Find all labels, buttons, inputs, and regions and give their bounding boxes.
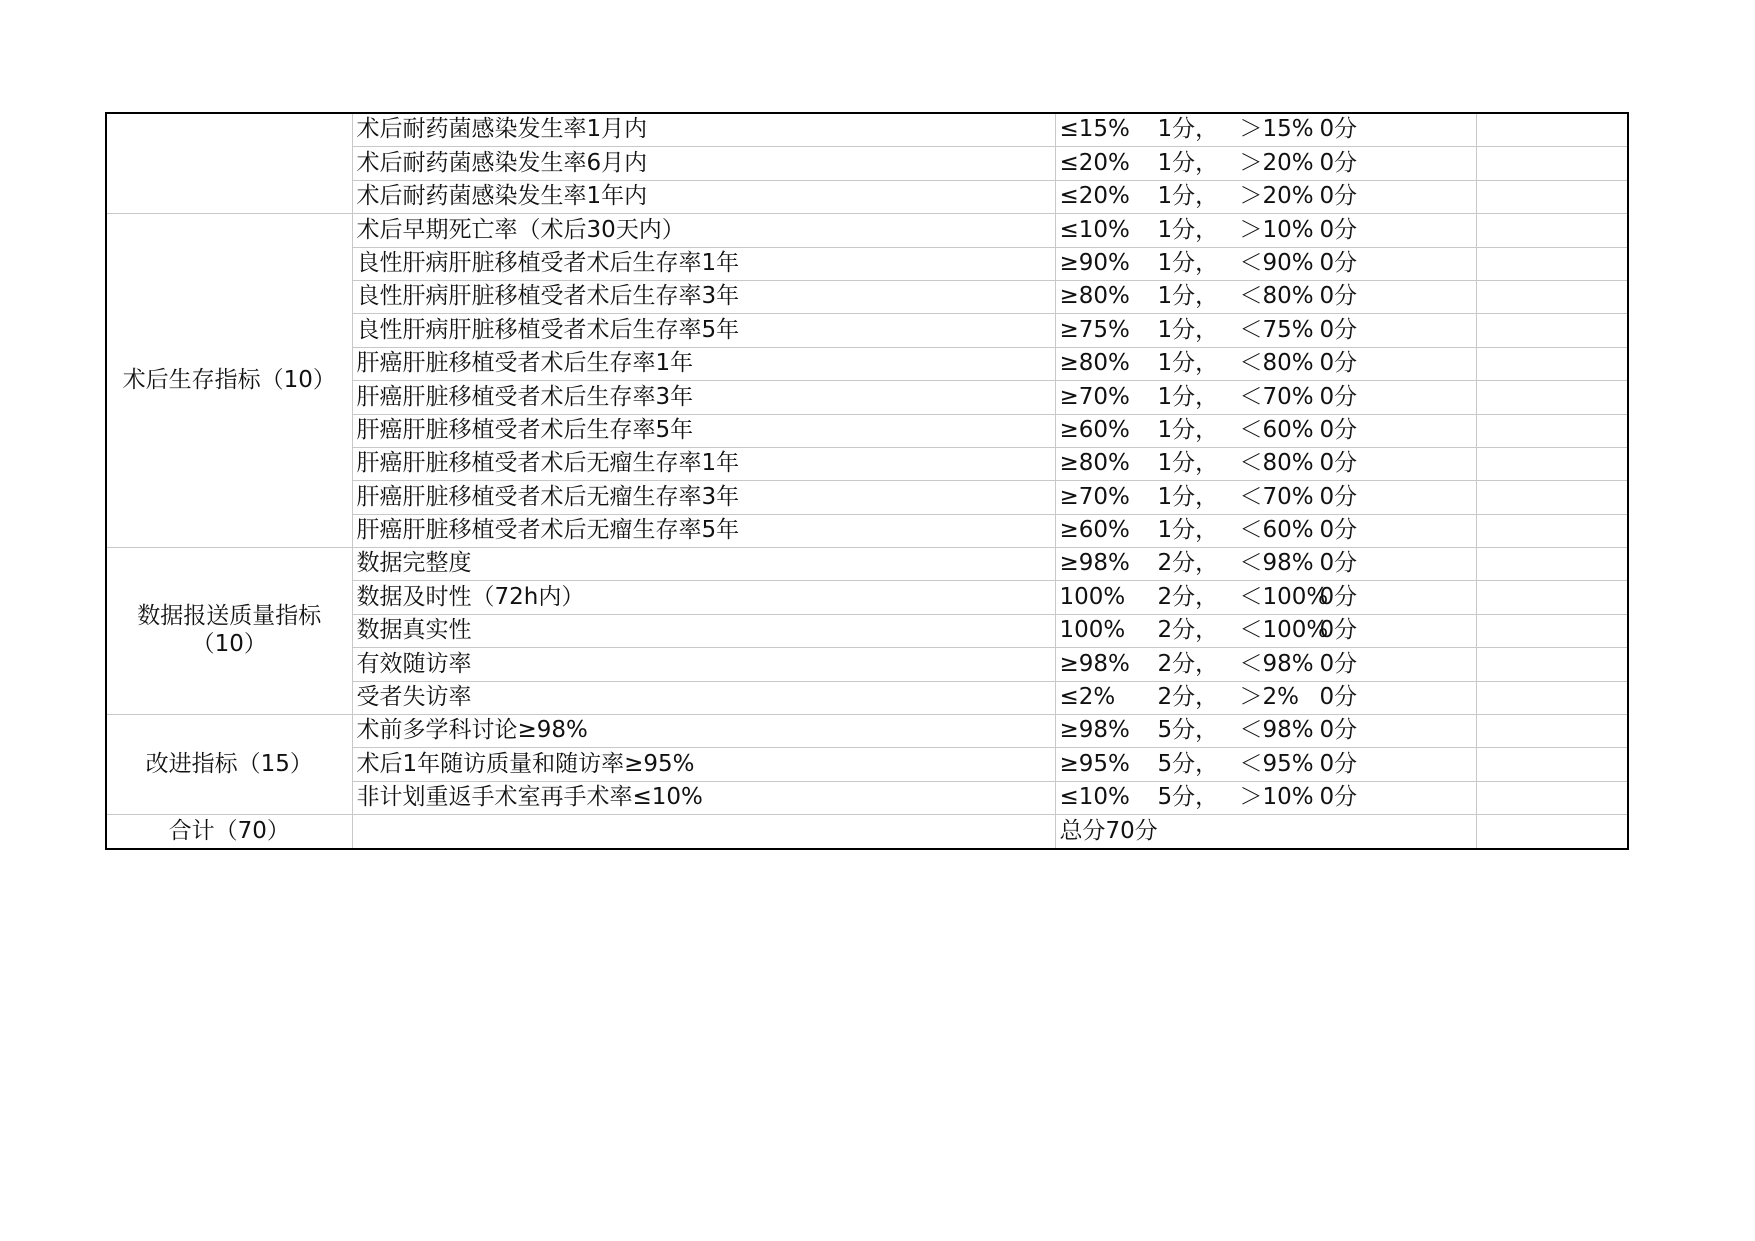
- empty-cell: [1476, 715, 1628, 748]
- pass-points: 1分，: [1157, 383, 1219, 410]
- category-cell: 数据报送质量指标（10）: [106, 548, 352, 715]
- empty-cell: [1476, 247, 1628, 280]
- pass-points: 5分，: [1157, 717, 1219, 744]
- fail-threshold: ＜80%: [1239, 450, 1314, 477]
- pass-threshold: ≤10%: [1059, 784, 1130, 811]
- fail-points: 0分: [1319, 149, 1358, 176]
- fail-threshold: ＜95%: [1239, 750, 1314, 777]
- table-row: [106, 113, 1628, 147]
- pass-points: 1分，: [1157, 416, 1219, 443]
- fail-threshold: ＜60%: [1239, 517, 1314, 544]
- total-row: [106, 815, 1628, 849]
- pass-points: 5分，: [1157, 750, 1219, 777]
- fail-threshold: ＞2%: [1239, 684, 1299, 711]
- pass-threshold: 100%: [1059, 583, 1126, 610]
- pass-threshold: ≥75%: [1059, 316, 1130, 343]
- pass-threshold: ≥80%: [1059, 350, 1130, 377]
- fail-points: 0分: [1319, 249, 1358, 276]
- scoring-criteria: [1055, 748, 1476, 781]
- fail-threshold: ＜70%: [1239, 483, 1314, 510]
- fail-threshold: ＜80%: [1239, 283, 1314, 310]
- scoring-criteria: [1055, 715, 1476, 748]
- scoring-table-body: [106, 113, 1628, 849]
- indicator-name: 肝癌肝脏移植受者术后无瘤生存率3年: [352, 481, 1055, 514]
- indicator-name: 术后1年随访质量和随访率≥95%: [352, 748, 1055, 781]
- pass-points: 1分，: [1157, 316, 1219, 343]
- pass-threshold: ≥80%: [1059, 283, 1130, 310]
- fail-points: 0分: [1319, 550, 1358, 577]
- fail-points: 0分: [1319, 483, 1358, 510]
- fail-points: 0分: [1319, 350, 1358, 377]
- empty-cell: [1476, 113, 1628, 147]
- fail-threshold: ＜80%: [1239, 350, 1314, 377]
- empty-cell: [1476, 581, 1628, 614]
- empty-cell: [1476, 548, 1628, 581]
- scoring-criteria: [1055, 247, 1476, 280]
- fail-points: 0分: [1319, 216, 1358, 243]
- scoring-criteria: [1055, 314, 1476, 347]
- fail-points: 0分: [1319, 383, 1358, 410]
- pass-threshold: ≥98%: [1059, 550, 1130, 577]
- pass-points: 2分，: [1157, 617, 1219, 644]
- fail-threshold: ＞20%: [1239, 149, 1314, 176]
- fail-points: 0分: [1319, 316, 1358, 343]
- scoring-criteria: [1055, 681, 1476, 714]
- total-score: 总分70分: [1055, 815, 1476, 849]
- pass-points: 1分，: [1157, 350, 1219, 377]
- pass-threshold: ≥98%: [1059, 717, 1130, 744]
- indicator-name: 肝癌肝脏移植受者术后无瘤生存率1年: [352, 447, 1055, 480]
- table-row: [106, 715, 1628, 748]
- indicator-name: 良性肝病肝脏移植受者术后生存率3年: [352, 280, 1055, 313]
- table-row: [106, 214, 1628, 247]
- pass-threshold: 100%: [1059, 617, 1126, 644]
- fail-points: 0分: [1319, 684, 1358, 711]
- indicator-name: 良性肝病肝脏移植受者术后生存率5年: [352, 314, 1055, 347]
- scoring-criteria: [1055, 614, 1476, 647]
- indicator-name: 术前多学科讨论≥98%: [352, 715, 1055, 748]
- indicator-name: 受者失访率: [352, 681, 1055, 714]
- fail-threshold: ＜75%: [1239, 316, 1314, 343]
- pass-threshold: ≥95%: [1059, 750, 1130, 777]
- empty-cell: [1476, 347, 1628, 380]
- empty-cell: [1476, 214, 1628, 247]
- category-cell: 术后生存指标（10）: [106, 214, 352, 548]
- fail-points: 0分: [1319, 450, 1358, 477]
- scoring-criteria: [1055, 381, 1476, 414]
- pass-points: 1分，: [1157, 249, 1219, 276]
- fail-threshold: ＞10%: [1239, 784, 1314, 811]
- scoring-criteria: [1055, 648, 1476, 681]
- indicator-name: 数据完整度: [352, 548, 1055, 581]
- scoring-criteria: [1055, 280, 1476, 313]
- fail-threshold: ＜90%: [1239, 249, 1314, 276]
- indicator-name: 术后耐药菌感染发生率1年内: [352, 180, 1055, 213]
- empty-cell: [1476, 781, 1628, 814]
- pass-points: 1分，: [1157, 216, 1219, 243]
- empty-cell: [1476, 447, 1628, 480]
- fail-points: 0分: [1319, 517, 1358, 544]
- empty-cell: [1476, 381, 1628, 414]
- indicator-name: 肝癌肝脏移植受者术后生存率5年: [352, 414, 1055, 447]
- empty-cell: [1476, 614, 1628, 647]
- fail-points: 0分: [1319, 416, 1358, 443]
- indicator-name: 肝癌肝脏移植受者术后无瘤生存率5年: [352, 514, 1055, 547]
- indicator-name: 数据及时性（72h内）: [352, 581, 1055, 614]
- category-cell: 改进指标（15）: [106, 715, 352, 815]
- pass-threshold: ≥60%: [1059, 416, 1130, 443]
- pass-points: 1分，: [1157, 483, 1219, 510]
- empty-cell: [1476, 314, 1628, 347]
- indicator-name: 非计划重返手术室再手术率≤10%: [352, 781, 1055, 814]
- pass-threshold: ≤2%: [1059, 684, 1116, 711]
- pass-threshold: ≤20%: [1059, 149, 1130, 176]
- indicator-name: 数据真实性: [352, 614, 1055, 647]
- table-row: [106, 548, 1628, 581]
- scoring-criteria: [1055, 214, 1476, 247]
- indicator-name: 术后耐药菌感染发生率6月内: [352, 147, 1055, 180]
- fail-threshold: ＞20%: [1239, 183, 1314, 210]
- scoring-criteria: [1055, 113, 1476, 147]
- fail-threshold: ＞15%: [1239, 116, 1314, 143]
- pass-points: 1分，: [1157, 183, 1219, 210]
- pass-points: 1分，: [1157, 517, 1219, 544]
- scoring-criteria: [1055, 180, 1476, 213]
- fail-threshold: ＜98%: [1239, 717, 1314, 744]
- scoring-criteria: [1055, 481, 1476, 514]
- scoring-criteria: [1055, 447, 1476, 480]
- pass-points: 2分，: [1157, 684, 1219, 711]
- empty-cell: [1476, 414, 1628, 447]
- fail-points: 0分: [1319, 283, 1358, 310]
- empty-cell: [1476, 748, 1628, 781]
- fail-threshold: ＜70%: [1239, 383, 1314, 410]
- pass-threshold: ≥80%: [1059, 450, 1130, 477]
- fail-points: 0分: [1319, 784, 1358, 811]
- scoring-criteria: [1055, 347, 1476, 380]
- pass-threshold: ≥70%: [1059, 483, 1130, 510]
- fail-threshold: ＞10%: [1239, 216, 1314, 243]
- fail-points: 0分: [1319, 750, 1358, 777]
- indicator-name: 术后耐药菌感染发生率1月内: [352, 113, 1055, 147]
- empty-cell: [1476, 681, 1628, 714]
- fail-points: 0分: [1319, 116, 1358, 143]
- fail-points: 0分: [1319, 650, 1358, 677]
- pass-points: 1分，: [1157, 450, 1219, 477]
- scoring-criteria: [1055, 147, 1476, 180]
- scoring-criteria: [1055, 414, 1476, 447]
- fail-threshold: ＜60%: [1239, 416, 1314, 443]
- pass-points: 2分，: [1157, 583, 1219, 610]
- scoring-table: [105, 112, 1629, 850]
- empty-cell: [1476, 481, 1628, 514]
- scoring-criteria: [1055, 548, 1476, 581]
- total-label: 合计（70）: [106, 815, 352, 849]
- pass-threshold: ≤20%: [1059, 183, 1130, 210]
- pass-points: 1分，: [1157, 116, 1219, 143]
- pass-threshold: ≤10%: [1059, 216, 1130, 243]
- pass-threshold: ≥70%: [1059, 383, 1130, 410]
- pass-threshold: ≥90%: [1059, 249, 1130, 276]
- fail-threshold: ＜100%: [1239, 617, 1329, 644]
- empty-cell: [1476, 147, 1628, 180]
- indicator-name: 有效随访率: [352, 648, 1055, 681]
- pass-points: 1分，: [1157, 149, 1219, 176]
- scoring-criteria: [1055, 781, 1476, 814]
- empty-cell: [1476, 180, 1628, 213]
- scoring-criteria: [1055, 514, 1476, 547]
- empty-cell: [1476, 815, 1628, 849]
- indicator-name: 术后早期死亡率（术后30天内）: [352, 214, 1055, 247]
- empty-cell: [1476, 648, 1628, 681]
- fail-points: 0分: [1319, 183, 1358, 210]
- empty-cell: [1476, 280, 1628, 313]
- fail-threshold: ＜98%: [1239, 650, 1314, 677]
- total-name: [352, 815, 1055, 849]
- fail-points: 0分: [1319, 583, 1358, 610]
- pass-points: 2分，: [1157, 650, 1219, 677]
- fail-points: 0分: [1319, 617, 1358, 644]
- pass-points: 1分，: [1157, 283, 1219, 310]
- scoring-criteria: [1055, 581, 1476, 614]
- pass-points: 2分，: [1157, 550, 1219, 577]
- pass-threshold: ≤15%: [1059, 116, 1130, 143]
- fail-points: 0分: [1319, 717, 1358, 744]
- indicator-name: 肝癌肝脏移植受者术后生存率1年: [352, 347, 1055, 380]
- pass-threshold: ≥60%: [1059, 517, 1130, 544]
- fail-threshold: ＜100%: [1239, 583, 1329, 610]
- indicator-name: 肝癌肝脏移植受者术后生存率3年: [352, 381, 1055, 414]
- empty-cell: [1476, 514, 1628, 547]
- category-cell: [106, 113, 352, 214]
- fail-threshold: ＜98%: [1239, 550, 1314, 577]
- indicator-name: 良性肝病肝脏移植受者术后生存率1年: [352, 247, 1055, 280]
- pass-threshold: ≥98%: [1059, 650, 1130, 677]
- pass-points: 5分，: [1157, 784, 1219, 811]
